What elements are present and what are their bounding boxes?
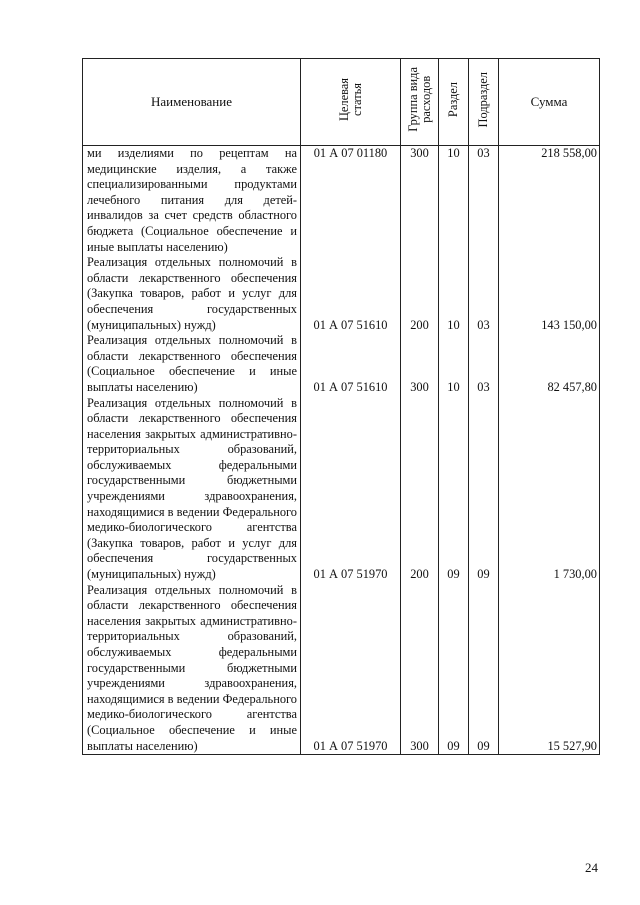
row-section: 10 [439,255,469,333]
budget-table [82,58,600,755]
budget-table-container [82,58,599,755]
header-expense-group: Группа вида расходов [405,67,433,133]
header-section: Раздел [446,82,460,118]
row-section: 10 [439,146,469,256]
row-sum: 143 150,00 [499,255,600,333]
row-sum: 1 730,00 [499,396,600,583]
row-section: 10 [439,333,469,395]
row-expense-group: 200 [401,255,439,333]
table-row [83,333,600,395]
header-sum: Сумма [499,59,600,146]
row-name: Реализация отдельных полномочий в области лекарственного обеспечения населения закрытых административно-территориальных образований, обслуживаемых федеральными государственными бюджетными учреждениями здравоохранения, находящимися в ведении Федерального медико-биологического агентства (Социальное обеспечение и иные выплаты населению) [83,583,301,755]
row-name: Реализация отдельных полномочий в области лекарственного обеспечения (Социальное обеспечение и иные выплаты населению) [83,333,301,395]
row-expense-group: 300 [401,146,439,256]
row-sum: 218 558,00 [499,146,600,256]
row-subsection: 03 [469,333,499,395]
row-subsection: 03 [469,255,499,333]
row-expense-group: 300 [401,583,439,755]
table-row [83,583,600,755]
header-target-article-cell [301,59,401,146]
row-target-article: 01 А 07 51970 [301,396,401,583]
row-target-article: 01 А 07 51970 [301,583,401,755]
row-sum: 82 457,80 [499,333,600,395]
row-expense-group: 300 [401,333,439,395]
row-sum: 15 527,90 [499,583,600,755]
row-name: Реализация отдельных полномочий в области лекарственного обеспечения населения закрытых административно-территориальных образований, обслуживаемых федеральными государственными бюджетными учреждениями здравоохранения, находящимися в ведении Федерального медико-биологического агентства (Закупка товаров, работ и услуг для обеспечения государственных (муниципальных) нужд) [83,396,301,583]
row-name: ми изделиями по рецептам на медицинские изделия, а также специализированными продуктами лечебного питания для детей-инвалидов за счет средств областного бюджета (Социальное обеспечение и иные выплаты населению) [83,146,301,256]
row-name: Реализация отдельных полномочий в области лекарственного обеспечения (Закупка товаров, работ и услуг для обеспечения государственных (муниципальных) нужд) [83,255,301,333]
header-name: Наименование [83,59,301,146]
row-subsection: 03 [469,146,499,256]
row-target-article: 01 А 07 01180 [301,146,401,256]
header-subsection: Подраздел [476,71,490,128]
header-subsection-cell [469,59,499,146]
table-row [83,255,600,333]
header-section-cell [439,59,469,146]
row-expense-group: 200 [401,396,439,583]
row-target-article: 01 А 07 51610 [301,255,401,333]
table-row [83,146,600,256]
row-subsection: 09 [469,396,499,583]
row-section: 09 [439,583,469,755]
row-section: 09 [439,396,469,583]
table-row [83,396,600,583]
table-header-row [83,59,600,146]
row-target-article: 01 А 07 51610 [301,333,401,395]
header-target-article: Целевая статья [336,78,364,122]
page-number: 24 [585,860,598,875]
header-expense-group-cell [401,59,439,146]
row-subsection: 09 [469,583,499,755]
